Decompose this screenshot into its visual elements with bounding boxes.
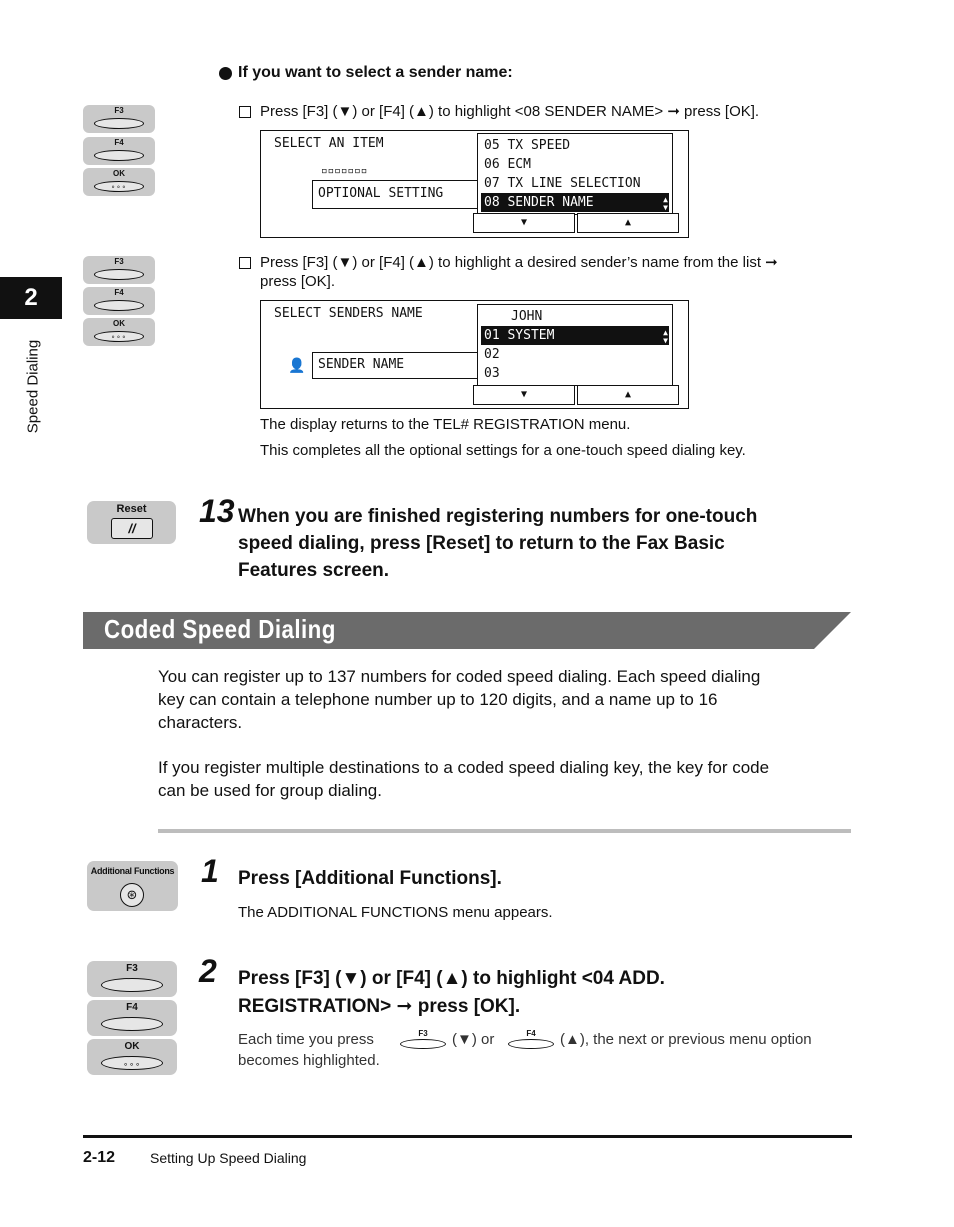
chapter-label: Speed Dialing (24, 339, 42, 434)
step-number: 13 (199, 493, 235, 529)
ok-key[interactable] (83, 168, 155, 196)
ok-key[interactable] (87, 1039, 177, 1075)
f4-key-label: F4 (114, 138, 124, 147)
checkbox-icon (239, 106, 251, 118)
coded-para1-line1: You can register up to 137 numbers for coded speed dialing. Each speed dialing (158, 667, 761, 686)
person-icon: 👤 (288, 358, 306, 374)
ok-key-label: OK (124, 1041, 140, 1052)
inline-key-shape-icon (508, 1039, 554, 1049)
sender-list (477, 304, 673, 386)
f3-key[interactable] (83, 256, 155, 284)
up-arrow-icon: ▲ (624, 389, 632, 400)
divider (158, 829, 851, 833)
screen-title: SELECT AN ITEM (274, 136, 384, 151)
screen-title: SELECT SENDERS NAME (274, 306, 423, 321)
up-arrow-icon: ▲ (624, 217, 632, 228)
f4-key[interactable] (87, 1000, 177, 1036)
key-button-icon (94, 118, 144, 129)
bullet-heading: If you want to select a sender name: (238, 64, 513, 81)
sender-item-selected[interactable]: 01 SYSTEM (481, 326, 669, 345)
reset-key[interactable] (87, 501, 176, 544)
step-number: 2 (199, 953, 217, 989)
field-label: OPTIONAL SETTING (318, 186, 444, 201)
reset-key-label: Reset (116, 503, 147, 515)
step-2-note-pre: Each time you press (238, 1031, 374, 1048)
step-2-note-line2: becomes highlighted. (238, 1052, 380, 1069)
field-label: SENDER NAME (318, 357, 405, 372)
f3-key-label: F3 (114, 257, 124, 266)
step-13-line3: Features screen. (238, 560, 390, 581)
step-2-note-mid2: (▲), the next or previous menu option (560, 1031, 812, 1048)
updown-icon: ▲ ▼ (663, 328, 668, 345)
footer-rule (83, 1135, 852, 1138)
f3-key-label: F3 (126, 963, 138, 974)
step-a-text: Press [F3] (▼) or [F4] (▲) to highlight <08 SENDER NAME> ➞ press [OK]. (260, 103, 760, 120)
dots-icon: ∘∘∘ (110, 184, 128, 191)
down-button[interactable] (473, 213, 575, 233)
up-button[interactable] (577, 385, 679, 405)
coded-para2-line1: If you register multiple destinations to a coded speed dialing key, the key for code (158, 758, 770, 777)
key-button-icon (94, 269, 144, 280)
up-button[interactable] (577, 213, 679, 233)
f4-key[interactable] (83, 137, 155, 165)
screen-dots: ▫▫▫▫▫▫▫ (321, 164, 368, 177)
inline-key-shape-icon (400, 1039, 446, 1049)
step-number: 1 (201, 853, 219, 889)
coded-para1-line3: characters. (158, 713, 243, 732)
f3-key-label: F3 (114, 106, 124, 115)
key-button-icon (94, 300, 144, 311)
step-b-text-line2: press [OK]. (260, 273, 336, 290)
updown-icon: ▲ ▼ (663, 195, 668, 212)
inline-f4-key-icon (506, 1029, 556, 1049)
sender-item[interactable]: 02 (484, 347, 500, 362)
step-2-line1: Press [F3] (▼) or [F4] (▲) to highlight <04 ADD. (238, 968, 665, 989)
step-13-line2: speed dialing, press [Reset] to return to the Fax Basic (238, 533, 725, 554)
step-2-line2: REGISTRATION> ➞ press [OK]. (238, 996, 521, 1017)
coded-para2-line2: can be used for group dialing. (158, 781, 382, 800)
lcd-screen-select-sender (260, 300, 689, 409)
f3-key[interactable] (83, 105, 155, 133)
down-button[interactable] (473, 385, 575, 405)
coded-para1-line2: key can contain a telephone number up to 120 digits, and a name up to 16 (158, 690, 718, 709)
footer-title: Setting Up Speed Dialing (150, 1150, 307, 1166)
menu-item-selected[interactable]: 08 SENDER NAME (481, 193, 669, 212)
inline-f3-label: F3 (418, 1029, 428, 1038)
page-number: 2-12 (83, 1149, 116, 1166)
key-button-icon (101, 1017, 163, 1031)
sender-item[interactable]: 03 (484, 366, 500, 381)
step-1-note: The ADDITIONAL FUNCTIONS menu appears. (238, 904, 553, 921)
reset-icon: // (111, 518, 153, 539)
additional-functions-icon: ⊛ (120, 883, 144, 907)
inline-f4-label: F4 (526, 1029, 536, 1038)
f4-key-label: F4 (126, 1002, 138, 1013)
dots-icon: ∘∘∘ (122, 1060, 142, 1069)
menu-list (477, 133, 673, 215)
inline-f3-key-icon (398, 1029, 448, 1049)
note-display-returns: The display returns to the TEL# REGISTRATION menu. (260, 416, 631, 433)
f4-key[interactable] (83, 287, 155, 315)
chapter-number: 2 (24, 284, 38, 311)
ok-key-label: OK (113, 319, 125, 328)
additional-functions-key[interactable] (87, 861, 178, 911)
step-2-note-mid1: (▼) or (452, 1031, 495, 1048)
f4-key-label: F4 (114, 288, 124, 297)
menu-item[interactable]: 06 ECM (484, 157, 531, 172)
lcd-screen-select-item (260, 130, 689, 238)
note-completes: This completes all the optional settings for a one-touch speed dialing key. (260, 442, 746, 459)
checkbox-icon (239, 257, 251, 269)
key-button-icon (101, 978, 163, 992)
menu-item[interactable]: 05 TX SPEED (484, 138, 571, 153)
ok-key[interactable] (83, 318, 155, 346)
menu-item[interactable]: 07 TX LINE SELECTION (484, 176, 641, 191)
ok-key-label: OK (113, 169, 125, 178)
dots-icon: ∘∘∘ (110, 334, 128, 341)
step-13-line1: When you are finished registering numbers for one-touch (238, 506, 758, 527)
down-arrow-icon: ▼ (520, 217, 528, 228)
additional-functions-label: Additional Functions (90, 866, 175, 876)
f3-key[interactable] (87, 961, 177, 997)
section-heading: Coded Speed Dialing (104, 614, 336, 644)
key-button-icon (94, 150, 144, 161)
bullet-icon (219, 67, 232, 80)
sender-item[interactable]: JOHN (511, 309, 543, 324)
step-1-text: Press [Additional Functions]. (238, 868, 502, 889)
down-arrow-icon: ▼ (520, 389, 528, 400)
step-b-text-line1: Press [F3] (▼) or [F4] (▲) to highlight a desired sender’s name from the list ➞ (260, 254, 778, 271)
